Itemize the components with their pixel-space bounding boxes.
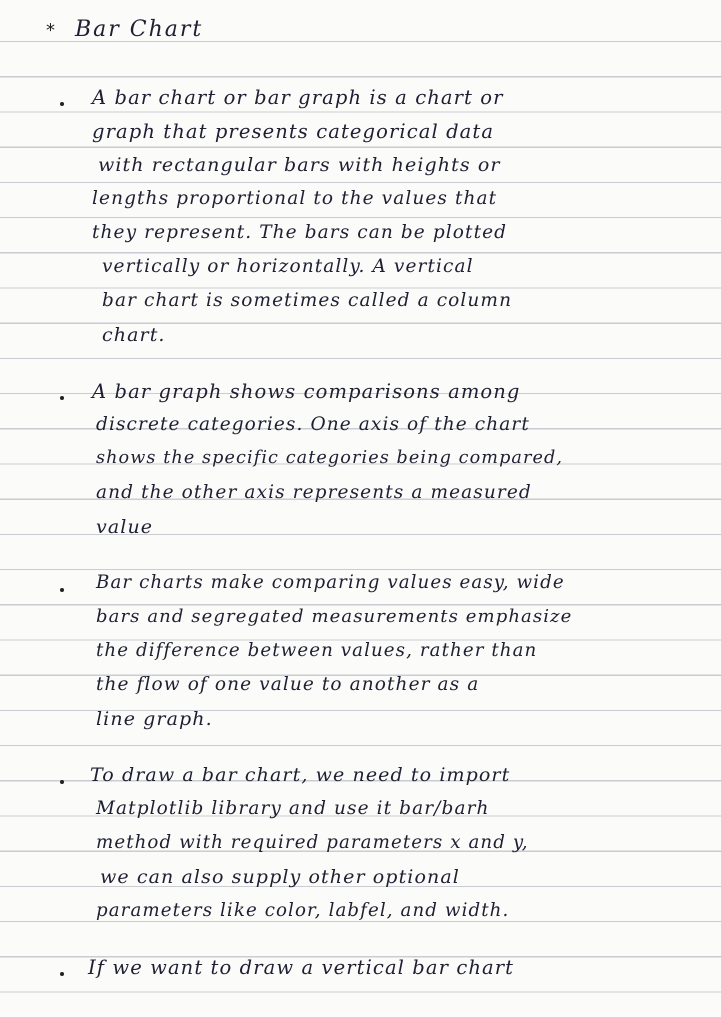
text-line: bars and segregated measurements emphasize — [96, 606, 573, 627]
text-line: bar chart is sometimes called a column — [102, 290, 513, 311]
text-line: vertically or horizontally. A vertical — [102, 256, 474, 277]
text-line: discrete categories. One axis of the chart — [96, 414, 530, 435]
asterisk-marker: * — [46, 20, 55, 41]
text-line: A bar graph shows comparisons among — [92, 380, 521, 403]
text-line: they represent. The bars can be plotted — [92, 222, 508, 243]
heading-title: Bar Chart — [75, 17, 204, 42]
text-line: Bar charts make comparing values easy, wide — [96, 572, 565, 593]
text-line: To draw a bar chart, we need to import — [90, 764, 511, 786]
text-line: parameters like color, labfel, and width. — [96, 900, 510, 921]
text-line: and the other axis represents a measured — [96, 482, 532, 503]
text-line: shows the specific categories being compared, — [96, 448, 564, 468]
text-line: the flow of one value to another as a — [96, 674, 480, 695]
text-line: method with required parameters x and y, — [96, 832, 529, 853]
text-line: graph that presents categorical data — [92, 120, 495, 143]
text-line: If we want to draw a vertical bar chart — [88, 956, 515, 979]
text-line: Matplotlib library and use it bar/barh — [96, 798, 490, 819]
text-line: with rectangular bars with heights or — [98, 154, 501, 176]
bullet-point — [60, 972, 64, 976]
text-line: A bar chart or bar graph is a chart or — [92, 86, 504, 109]
bullet-point — [60, 396, 64, 400]
text-line: lengths proportional to the values that — [92, 188, 498, 209]
page-heading — [46, 17, 203, 42]
text-line: chart. — [102, 324, 166, 346]
bullet-point — [60, 588, 64, 592]
text-line: we can also supply other optional — [100, 866, 460, 888]
text-line: line graph. — [96, 708, 213, 730]
bullet-point — [60, 780, 64, 784]
text-line: value — [96, 516, 154, 538]
bullet-point — [60, 102, 64, 106]
text-line: the difference between values, rather than — [96, 640, 538, 661]
